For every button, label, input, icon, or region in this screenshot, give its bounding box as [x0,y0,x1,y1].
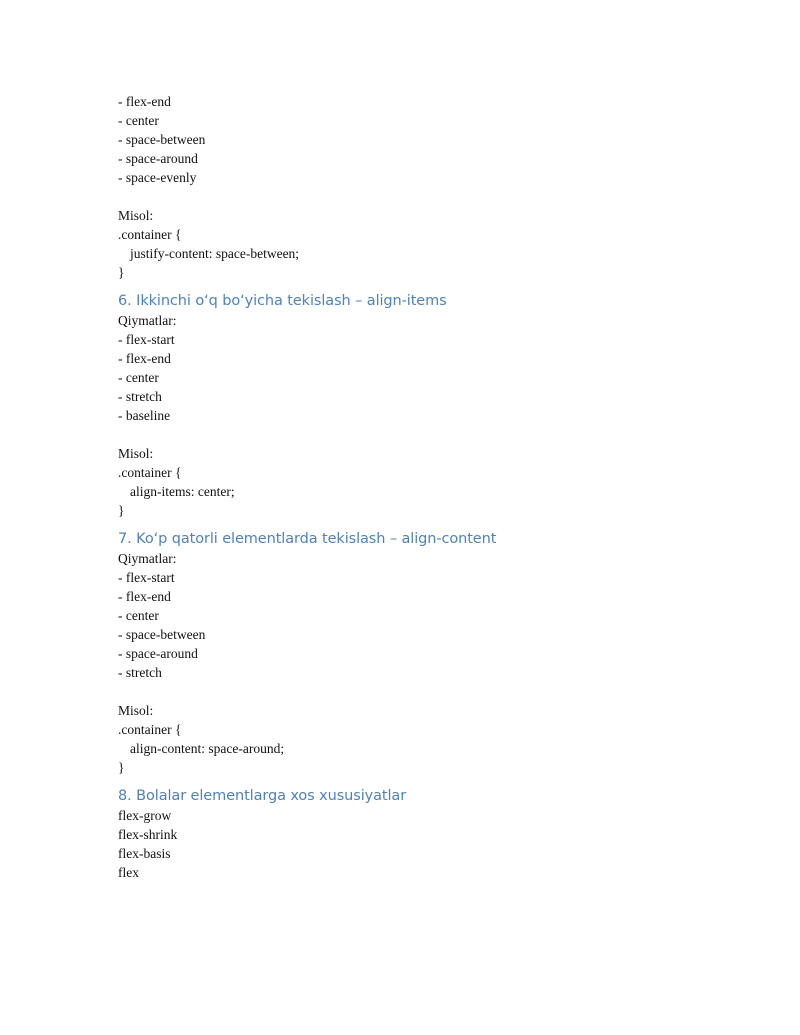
section-6-heading: 6. Ikkinchi o‘q bo‘yicha tekislash – align-items [118,293,447,309]
value-item: - center [118,370,159,385]
code-line: } [118,265,125,280]
code-line: .container { [118,227,182,242]
document-body [118,92,718,882]
value-item: - space-between [118,132,206,147]
code-line: } [118,503,125,518]
section-7-example [118,701,718,777]
value-item: - flex-end [118,94,171,109]
code-line: .container { [118,465,182,480]
value-item: - flex-end [118,589,171,604]
value-item: - space-around [118,646,198,661]
section-8-heading: 8. Bolalar elementlarga xos xususiyatlar [118,788,407,804]
example-label: Misol: [118,208,154,223]
property-item: flex-shrink [118,827,178,842]
value-item: - stretch [118,389,162,404]
value-item: - flex-start [118,332,175,347]
value-item: - space-evenly [118,170,197,185]
section-8-items [118,806,718,882]
blank-line [118,682,718,701]
value-item: - baseline [118,408,171,423]
example-label: Misol: [118,446,154,461]
code-line: align-items: center; [130,484,235,499]
section-6-values [118,330,718,425]
property-item: flex-basis [118,846,171,861]
property-item: flex-grow [118,808,172,823]
code-line: align-content: space-around; [130,741,285,756]
example-label: Misol: [118,703,154,718]
value-item: - center [118,608,159,623]
value-item: - stretch [118,665,162,680]
blank-line [118,425,718,444]
values-label: Qiymatlar: [118,551,177,566]
section-5-example [118,206,718,282]
code-line: .container { [118,722,182,737]
section-7-heading: 7. Ko‘p qatorli elementlarda tekislash – align-content [118,531,497,547]
section-6-example [118,444,718,520]
value-item: - flex-start [118,570,175,585]
property-item: flex [118,865,139,880]
code-line: justify-content: space-between; [130,246,300,261]
value-item: - space-between [118,627,206,642]
code-line: } [118,760,125,775]
section-5-values [118,92,718,187]
blank-line [118,187,718,206]
section-7-values [118,568,718,682]
value-item: - flex-end [118,351,171,366]
values-label: Qiymatlar: [118,313,177,328]
value-item: - space-around [118,151,198,166]
value-item: - center [118,113,159,128]
